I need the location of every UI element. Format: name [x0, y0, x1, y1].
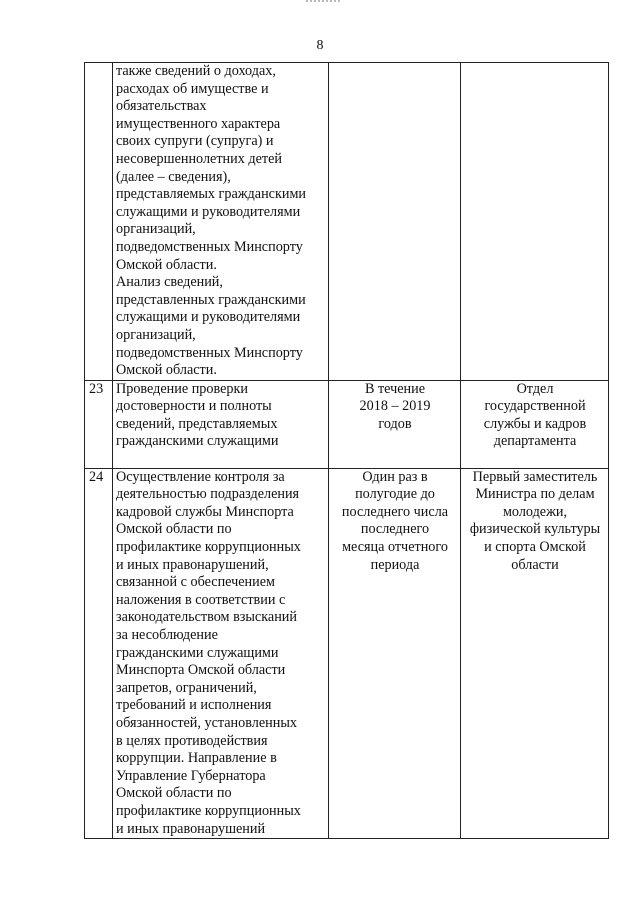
cell-text-line: в целях противодействия — [116, 732, 268, 749]
cell-text-line: коррупции. Направление в — [116, 750, 277, 767]
cell-text-line: Отдел — [516, 380, 554, 397]
cell-text-line: деятельностью подразделения — [116, 486, 300, 503]
cell-text-line: запретов, ограничений, — [116, 679, 257, 696]
cell-text-line: достоверности и полноты — [116, 398, 272, 415]
cell-text-line: несовершеннолетних детей — [116, 150, 282, 167]
cell-text-line: организаций, — [116, 326, 196, 343]
cell-text-line: последнего числа — [341, 503, 449, 520]
cell-text-line: государственной — [484, 398, 586, 415]
cell-text-line: имущественного характера — [116, 115, 281, 132]
cell-text-line: наложения в соответствии с — [116, 591, 286, 608]
cell-text-line: кадровой службы Минспорта — [116, 503, 294, 520]
cell-text-line: и иных правонарушений, — [116, 556, 269, 573]
cell-text-line: Омской области. — [116, 256, 217, 273]
cell-text-line: молодежи, — [502, 503, 568, 520]
cell-text-line: сведений, представляемых — [116, 415, 278, 432]
cell-text-line: Один раз в — [362, 468, 428, 485]
cell-text-line: связанной с обеспечением — [116, 574, 275, 591]
description-cell — [113, 380, 329, 468]
cell-text-line: Министра по делам — [475, 486, 595, 503]
cell-text-line: профилактике коррупционных — [116, 802, 301, 819]
cell-text-line: месяца отчетного — [342, 539, 448, 556]
cell-text-line: законодательством взысканий — [116, 609, 297, 626]
cell-text-line: требований и исполнения — [116, 697, 272, 714]
measures-table — [84, 62, 609, 839]
cell-text-line: последнего — [360, 521, 430, 538]
cell-text-line: гражданскими служащими — [116, 644, 279, 661]
cell-text-line: полугодие до — [355, 486, 435, 503]
row-number-cell: 23 — [85, 380, 113, 468]
cell-text-line: (далее – сведения), — [116, 168, 231, 185]
row-number-cell: 24 — [85, 468, 113, 838]
cell-text-line: Омской области. — [116, 362, 217, 379]
cell-text-line: периода — [370, 556, 420, 573]
cell-text-line: Проведение проверки — [116, 380, 248, 397]
cell-text-line: 2018 – 2019 — [359, 398, 431, 415]
term-cell — [329, 468, 461, 838]
term-cell — [329, 380, 461, 468]
table-row — [85, 380, 609, 468]
cell-text-line: департамента — [493, 433, 577, 450]
responsible-cell — [461, 380, 609, 468]
top-edge-mark — [306, 0, 340, 6]
cell-text-line: обязанностей, установленных — [116, 715, 297, 731]
term-cell — [329, 63, 461, 381]
description-cell — [113, 63, 329, 381]
cell-text-line: Осуществление контроля за — [116, 468, 285, 485]
cell-text-line: обязательствах — [116, 98, 207, 115]
row-number-cell — [85, 63, 113, 381]
cell-text-line: Омской области по — [116, 785, 232, 802]
cell-text-line: служащими и руководителями — [116, 203, 301, 220]
cell-text-line: и иных правонарушений — [116, 820, 266, 837]
cell-text-line: физической культуры — [469, 521, 601, 538]
cell-text-line: своих супруги (супруга) и — [116, 133, 274, 150]
description-cell — [113, 468, 329, 838]
cell-text-line: Анализ сведений, — [116, 274, 223, 291]
cell-text-line: Первый заместитель — [472, 468, 598, 485]
cell-text-line: организаций, — [116, 221, 196, 238]
cell-text-line: служащими и руководителями — [116, 309, 301, 326]
cell-text-line: за несоблюдение — [116, 627, 218, 644]
cell-text-line: Омской области по — [116, 521, 232, 538]
cell-text-line: В течение — [364, 380, 426, 397]
table-row — [85, 468, 609, 838]
cell-text-line: также сведений о доходах, — [116, 63, 276, 79]
cell-text-line: представляемых гражданскими — [116, 186, 307, 203]
cell-text-line: гражданскими служащими — [116, 433, 279, 450]
cell-text-line: представленных гражданскими — [116, 291, 306, 308]
cell-text-line: службы и кадров — [483, 415, 587, 432]
cell-text-line: подведомственных Минспорту — [116, 344, 303, 361]
table-row — [85, 63, 609, 381]
cell-text-line: подведомственных Минспорту — [116, 238, 303, 255]
cell-text-line: Минспорта Омской области — [116, 662, 286, 679]
cell-text-line: Управление Губернатора — [116, 767, 266, 784]
cell-text-line: расходах об имуществе и — [116, 80, 269, 97]
cell-text-line: области — [511, 556, 559, 573]
responsible-cell — [461, 63, 609, 381]
cell-text-line: годов — [378, 415, 412, 432]
cell-text-line: профилактике коррупционных — [116, 539, 301, 556]
responsible-cell — [461, 468, 609, 838]
cell-text-line: и спорта Омской — [484, 539, 586, 556]
page-number: 8 — [316, 38, 324, 53]
